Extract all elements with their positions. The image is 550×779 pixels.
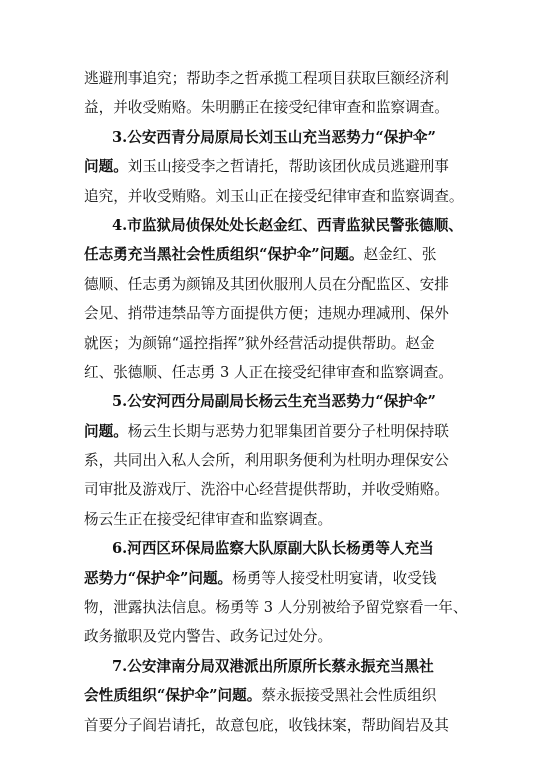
line-text: 逃避刑事追究；帮助李之哲承揽工程项目获取巨额经济利 <box>84 70 449 87</box>
body-line-8 <box>84 270 468 299</box>
body-line-15 <box>84 475 468 504</box>
section-heading: 会性质组织“保护伞”问题。 <box>84 687 262 705</box>
line-text: 杨云生正在接受纪律审查和监察调查。 <box>84 510 333 528</box>
line-text: 司审批及游戏厅、洗浴中心经营提供帮助，并收受贿赂。 <box>84 481 449 499</box>
line-text: 首要分子阎岩请托，故意包庇，收钱抹案，帮助阎岩及其 <box>84 716 449 734</box>
line-text: 德顺、任志勇为颜锦及其团伙服刑人员在分配监区、安排 <box>84 275 449 293</box>
body-line-22 <box>84 681 468 710</box>
line-text: 赵金红、张 <box>363 246 437 264</box>
body-line-11 <box>84 358 468 387</box>
section-heading: 4.市监狱局侦保处处长赵金红、西青监狱民警张德顺、 <box>112 216 463 234</box>
body-line-23 <box>84 711 468 740</box>
line-text: 政务撤职及党内警告、政务记过处分。 <box>84 628 333 646</box>
body-line-19 <box>84 593 468 622</box>
body-line-10 <box>84 329 468 358</box>
line-text: 系，共同出入私人会所，利用职务便利为杜明办理保安公 <box>84 452 449 470</box>
body-line-18 <box>84 564 468 593</box>
body-line-16 <box>84 505 468 534</box>
line-text: 追究，并收受贿赂。刘玉山正在接受纪律审查和监察调查。 <box>84 187 464 205</box>
body-line-20 <box>84 622 468 651</box>
section-heading: 任志勇充当黑社会性质组织“保护伞”问题。 <box>84 246 364 264</box>
line-text: 红、张德顺、任志勇 3 人正在接受纪律审查和监察调查。 <box>84 363 453 381</box>
section-heading: 5.公安河西分局副局长杨云生充当恶势力“保护伞” <box>112 393 436 411</box>
line-text: 刘玉山接受李之哲请托，帮助该团伙成员逃避刑事 <box>127 158 449 176</box>
body-line-7 <box>84 240 468 269</box>
section-heading: 6.河西区环保局监察大队原副大队长杨勇等人充当 <box>112 540 434 558</box>
line-text: 会见、捎带违禁品等方面提供方便；违规办理减刑、保外 <box>84 305 449 323</box>
line-text: 就医；为颜锦“遥控指挥”狱外经营活动提供帮助。赵金 <box>84 334 435 352</box>
body-line-4 <box>84 152 468 181</box>
section-heading: 问题。 <box>84 422 128 440</box>
body-line-9 <box>84 299 468 328</box>
body-line-14 <box>84 446 468 475</box>
line-text: 杨云生长期与恶势力犯罪集团首要分子杜明保持联 <box>127 422 449 440</box>
line-text: 物，泄露执法信息。杨勇等 3 人分别被给予留党察看一年、 <box>84 599 468 617</box>
line-text: 益，并收受贿赂。朱明鹏正在接受纪律审查和监察调查。 <box>84 99 449 117</box>
body-line-1 <box>84 64 468 93</box>
line-text: 杨勇等人接受杜明宴请，收受钱 <box>232 569 437 587</box>
body-line-2 <box>84 93 468 122</box>
section-heading: 3.公安西青分局原局长刘玉山充当恶势力“保护伞” <box>112 128 436 146</box>
line-text: 蔡永振接受黑社会性质组织 <box>261 687 437 705</box>
section-4-heading <box>84 211 468 240</box>
body-line-5 <box>84 182 468 211</box>
section-3-heading <box>84 123 468 152</box>
document-body <box>84 64 468 740</box>
section-7-heading <box>84 652 468 681</box>
section-6-heading <box>84 534 468 563</box>
section-heading: 7.公安津南分局双港派出所原所长蔡永振充当黑社 <box>112 657 434 675</box>
section-heading: 问题。 <box>84 158 128 176</box>
body-line-13 <box>84 417 468 446</box>
section-5-heading <box>84 387 468 416</box>
section-heading: 恶势力“保护伞”问题。 <box>84 569 233 587</box>
